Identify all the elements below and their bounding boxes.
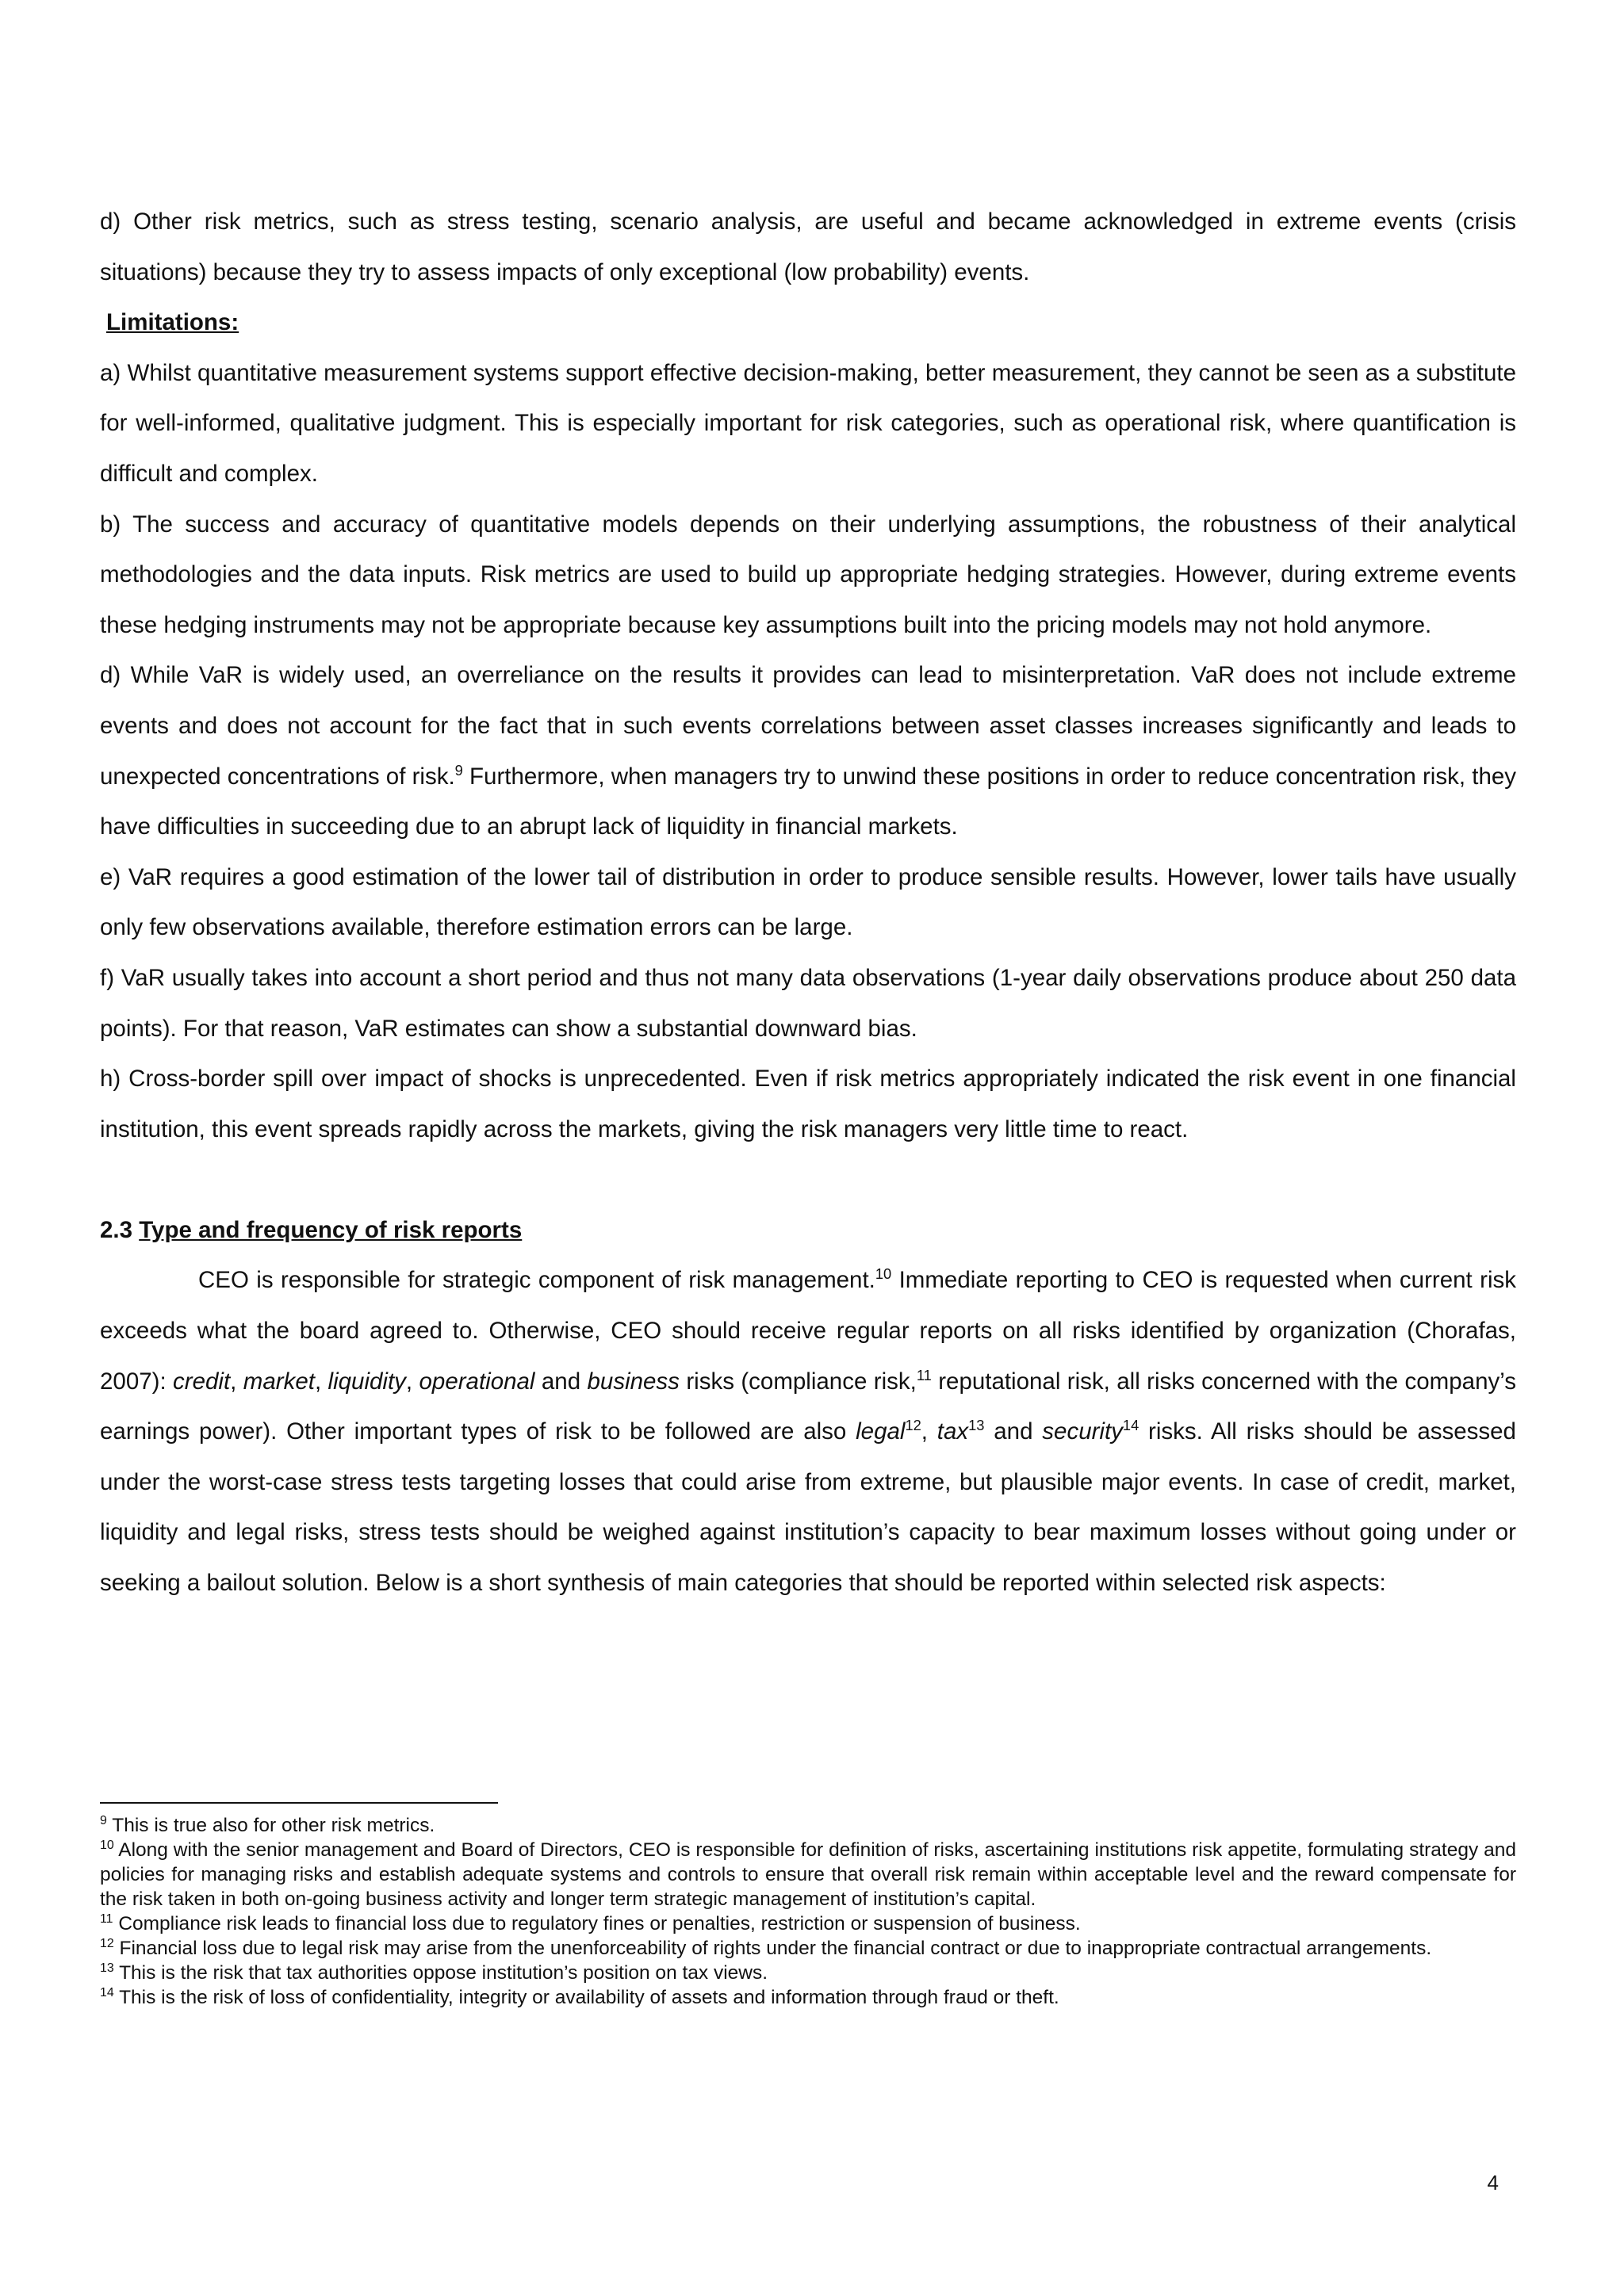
section-number: 2.3	[100, 1216, 133, 1243]
paragraph-other-risk-metrics: d) Other risk metrics, such as stress testing, scenario analysis, are useful and became acknowledged in extreme events (crisis situations) because they try to assess impacts of only exceptional (low probability) events.	[100, 209, 1516, 285]
section-paragraph: CEO is responsible for strategic component of risk management.$^{10}$ Immediate reporting to CEO is requested when current risk exceeds what the board agreed to. Otherwise, CEO should receive regular reports on all risks identified by organization (Chorafas, 2007): credit, market, liquidity, operational and business risks (compliance risk,$^{11}$ reputational risk, all risks concerned with the company’s earnings power). Other important types of risk to be followed are also legal$^{12}$, tax$^{13}$ and security$^{14}$ risks. All risks should be assessed under the worst-case stress tests targeting losses that could arise from extreme, but plausible major events. In case of credit, market, liquidity and legal risks, stress tests should be weighed against institution’s capacity to bear maximum losses without going under or seeking a bailout solution. Below is a short synthesis of main categories that should be reported within selected risk aspects:	[100, 1265, 1516, 1597]
footnote-12: $^{12}$ Financial loss due to legal risk may arise from the unenforceability of rights under the financial contract or due to inappropriate contractual arrangements.	[100, 1936, 1432, 1959]
footnote-9: $^9$ This is true also for other risk metrics.	[100, 1813, 435, 1836]
footnote-ref-11[interactable]: 11	[916, 1366, 932, 1383]
footnote-ref-13[interactable]: 13	[968, 1417, 985, 1434]
paragraph-limitation-f: f) VaR usually takes into account a short period and thus not many data observations (1-year daily observations produce about 250 data points). For that reason, VaR estimates can show a substantial downward bias.	[100, 964, 1516, 1042]
section-title: Type and frequency of risk reports	[139, 1216, 523, 1243]
footnote-separator	[100, 1802, 498, 1804]
footnote-10: $^{10}$ Along with the senior management and Board of Directors, CEO is responsible for definition of risks, ascertaining institutions risk appetite, formulating strategy and policies for managing risks and establish adequate systems and controls to ensure that overall risk remain within acceptable level and the reward compensate for the risk taken in both on-going business activity and longer term strategic management of institution’s capital.	[100, 1838, 1516, 1910]
footnote-13: $^{13}$ This is the risk that tax authorities oppose institution’s position on tax views.	[100, 1961, 768, 1984]
footnote-11: $^{11}$ Compliance risk leads to financial loss due to regulatory fines or penalties, restriction or suspension of business.	[100, 1911, 1081, 1934]
paragraph-limitation-d: d) While VaR is widely used, an overreliance on the results it provides can lead to misinterpretation. VaR does not include extreme events and does not account for the fact that in such events correlations between asset classes increases significantly and leads to unexpected concentrations of risk.$^9$ Furthermore, when managers try to unwind these positions in order to reduce concentration risk, they have difficulties in succeeding due to an abrupt lack of liquidity in financial markets.	[100, 662, 1517, 840]
page-number: 4	[1487, 2171, 1499, 2195]
section-heading	[100, 1205, 1516, 1256]
limitations-label: Limitations:	[106, 309, 239, 336]
footnote-ref-9[interactable]: 9	[454, 761, 463, 779]
limitations-heading	[100, 297, 1516, 348]
paragraph-limitation-b: b) The success and accuracy of quantitative models depends on their underlying assumptions, the robustness of their analytical methodologies and the data inputs. Risk metrics are used to build up appropriate hedging strategies. However, during extreme events these hedging instruments may not be appropriate because key assumptions built into the pricing models may not hold anymore.	[100, 511, 1516, 638]
footnote-ref-14[interactable]: 14	[1122, 1417, 1139, 1434]
paragraph-limitation-a: a) Whilst quantitative measurement systems support effective decision-making, better measurement, they cannot be seen as a substitute for well-informed, qualitative judgment. This is especially important for risk categories, such as operational risk, where quantification is difficult and complex.	[100, 359, 1516, 487]
footnotes	[100, 1813, 1516, 2010]
footnote-ref-10[interactable]: 10	[875, 1265, 892, 1283]
footnote-14: $^{14}$ This is the risk of loss of confidentiality, integrity or availability of assets and information through fraud or theft.	[100, 1985, 1059, 2008]
paragraph-limitation-e: e) VaR requires a good estimation of the lower tail of distribution in order to produce sensible results. However, lower tails have usually only few observations available, therefore estimation errors can be large.	[100, 863, 1516, 941]
paragraph-limitation-h: h) Cross-border spill over impact of shocks is unprecedented. Even if risk metrics appropriately indicated the risk event in one financial institution, this event spreads rapidly across the markets, giving the risk managers very little time to react.	[100, 1066, 1516, 1142]
footnote-ref-12[interactable]: 12	[905, 1417, 921, 1434]
document-body	[100, 197, 1516, 1609]
